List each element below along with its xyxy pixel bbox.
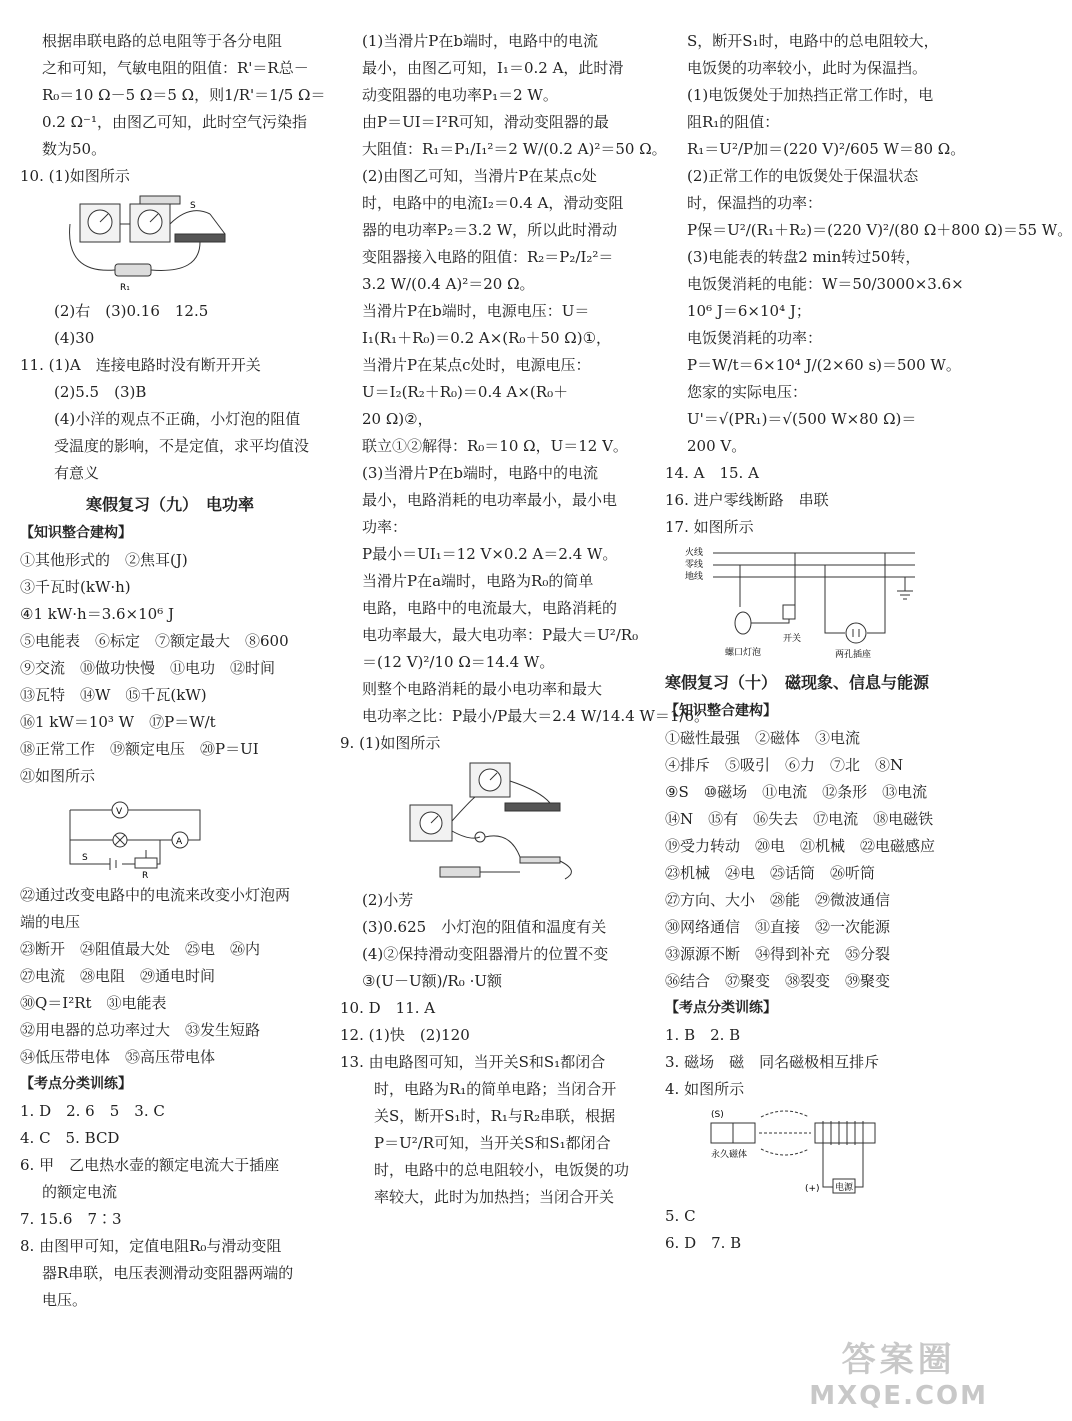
text-line: 电饭煲消耗的功率： (687, 329, 823, 347)
training-header-10: 【考点分类训练】 (665, 1000, 777, 1016)
text-line: R₁＝U²/P加＝(220 V)²/605 W＝80 Ω。 (687, 140, 966, 158)
text-line: 则整个电路消耗的最小电功率和最大 (362, 680, 603, 698)
text-line: 功率： (362, 518, 408, 536)
training-answers-10-part2 (665, 1203, 985, 1257)
figure-house-wiring (685, 545, 985, 665)
text-line: 0.2 Ω⁻¹，由图乙可知，此时空气污染指 (42, 113, 307, 131)
text-line: 5. C (665, 1207, 696, 1225)
text-line: (2)小芳 (362, 891, 414, 909)
plus-label: (+) (805, 1184, 820, 1194)
text-line: 时，电路中的总电阻较小，电饭煲的功 (374, 1161, 630, 1179)
text-line: ㉗电流 ㉘电阻 ㉙通电时间 (20, 967, 216, 985)
text-line: 17. 如图所示 (665, 518, 754, 536)
text-line: 8. 由图甲可知，定值电阻R₀与滑动变阻 (20, 1237, 282, 1255)
text-line: P保＝U²/(R₁＋R₂)＝(220 V)²/(80 Ω＋800 Ω)＝55 W。 (687, 221, 1072, 239)
svg-text:S: S (190, 201, 196, 211)
q10-answers-part2 (20, 298, 320, 352)
column-1 (20, 28, 326, 1314)
knowledge-header-10: 【知识整合建构】 (665, 703, 777, 719)
text-line: 的额定电流 (42, 1183, 118, 1201)
text-line: 最小，由图乙可知，I₁＝0.2 A，此时滑 (362, 59, 624, 77)
text-line: 4. C 5. BCD (20, 1129, 120, 1147)
text-line: 14. A 15. A (665, 464, 759, 482)
text-line: 电压。 (42, 1291, 88, 1309)
text-line: 关S，断开S₁时，R₁与R₂串联，根据 (374, 1107, 616, 1125)
text-line: 6. 甲 乙电热水壶的额定电流大于插座 (20, 1156, 280, 1174)
q10-13-answers (340, 995, 645, 1211)
text-line: 由P＝UI＝I²R可知，滑动变阻器的最 (362, 113, 609, 131)
text-line: 当滑片P在a端时，电路为R₀的简单 (362, 572, 594, 590)
text-line: ⑨S ⑩磁场 ⑪电流 ⑫条形 ⑬电流 (665, 783, 928, 801)
text-line: 6. D 7. B (665, 1234, 742, 1252)
q9-continuation (20, 28, 326, 163)
text-line: ③(U－U额)/R₀ ·U额 (362, 972, 502, 990)
text-line: (2)由图乙可知，当滑片P在某点c处 (362, 167, 597, 185)
text-line: ⑱正常工作 ⑲额定电压 ⑳P＝UI (20, 740, 259, 758)
text-line: ㉓断开 ㉔阻值最大处 ㉕电 ㉖内 (20, 940, 261, 958)
text-line: (3)0.625 小灯泡的阻值和温度有关 (362, 918, 607, 936)
text-line: (2)正常工作的电饭煲处于保温状态 (687, 167, 919, 185)
text-line: 电饭煲消耗的电能：W＝50/3000×3.6× (687, 275, 964, 293)
q9-circuit-drawing (400, 761, 590, 883)
text-line: ⑨交流 ⑩做功快慢 ⑪电功 ⑫时间 (20, 659, 276, 677)
text-line: 器的电功率P₂＝3.2 W，所以此时滑动 (362, 221, 618, 239)
ammeter-label: A (176, 837, 183, 847)
house-wiring-drawing (685, 545, 925, 665)
text-line: 根据串联电路的总电阻等于各分电阻 (42, 32, 283, 50)
text-line: U'＝√(PR₁)＝√(500 W×80 Ω)＝ (687, 410, 917, 428)
training-header-9: 【考点分类训练】 (20, 1076, 132, 1092)
lamp-label: 螺口灯泡 (725, 648, 762, 658)
text-line: 200 V。 (687, 437, 747, 455)
figure-circuit-knowledge (60, 794, 320, 881)
voltmeter-label: V (116, 807, 123, 817)
text-line: (3)当滑片P在b端时，电路中的电流 (362, 464, 598, 482)
text-line: 7. 15.6 7∶3 (20, 1210, 122, 1228)
text-line: U＝I₂(R₂＋R₀)＝0.4 A×(R₀＋ (362, 383, 569, 401)
text-line: ㉞低压带电体 ㉟高压带电体 (20, 1048, 216, 1066)
text-line: 1. B 2. B (665, 1026, 741, 1044)
text-line: 当滑片P在某点c处时，电源电压： (362, 356, 591, 374)
text-line: 之和可知，气敏电阻的阻值：R'＝R总－ (42, 59, 309, 77)
knowledge-list-9b (20, 882, 320, 1071)
text-line: ①磁性最强 ②磁体 ③电流 (665, 729, 861, 747)
live-wire-label: 火线 (685, 548, 704, 558)
watermark-logo (809, 1332, 988, 1411)
text-line: ⑲受力转动 ⑳电 ㉑机械 ㉒电磁感应 (665, 837, 936, 855)
training-answers-9 (20, 1098, 320, 1314)
source-label: 电源 (835, 1183, 854, 1193)
text-line: P＝W/t＝6×10⁴ J/(2×60 s)＝500 W。 (687, 356, 961, 374)
text-line: 电功率之比：P最小/P最大＝2.4 W/14.4 W＝1/6。 (362, 707, 710, 725)
text-line: 3. 磁场 磁 同名磁极相互排斥 (665, 1053, 880, 1071)
text-line: 时，电路中的电流I₂＝0.4 A，滑动变阻 (362, 194, 624, 212)
measurement-circuit-drawing (60, 794, 210, 881)
text-line: 有意义 (54, 464, 100, 482)
text-line: 16. 进户零线断路 串联 (665, 491, 829, 509)
section-title-10: 寒假复习（十） 磁现象、信息与能源 (665, 673, 930, 692)
svg-text:R₁: R₁ (120, 283, 130, 293)
text-line: 联立①②解得：R₀＝10 Ω，U＝12 V。 (362, 437, 628, 455)
text-line: 11. (1)A 连接电路时没有断开开关 (20, 356, 261, 374)
knowledge-list-9a (20, 547, 320, 790)
text-line: 动变阻器的电功率P₁＝2 W。 (362, 86, 558, 104)
text-line: 最小，电路消耗的电功率最小，最小电 (362, 491, 618, 509)
text-line: ㉑如图所示 (20, 767, 96, 785)
text-line: (4)30 (54, 329, 95, 347)
text-line: 时，保温挡的功率： (687, 194, 823, 212)
text-line: (1)电饭煲处于加热挡正常工作时，电 (687, 86, 934, 104)
text-line: ㊱结合 ㊲聚变 ㊳裂变 ㊴聚变 (665, 972, 891, 990)
text-line: 电路，电路中的电流最大，电路消耗的 (362, 599, 618, 617)
watermark-line-2: MXQE.COM (809, 1381, 988, 1411)
text-line: ㉓机械 ㉔电 ㉕话筒 ㉖听筒 (665, 864, 876, 882)
text-line: ③千瓦时(kW·h) (20, 578, 131, 596)
text-line: 13. 由电路图可知，当开关S和S₁都闭合 (340, 1053, 606, 1071)
figure-electromagnet (705, 1107, 985, 1199)
knowledge-header-9: 【知识整合建构】 (20, 525, 132, 541)
text-line: R₀＝10 Ω－5 Ω＝5 Ω，则1/R'＝1/5 Ω＝ (42, 86, 326, 104)
text-line: 12. (1)快 (2)120 (340, 1026, 470, 1044)
q11-answers (20, 352, 320, 487)
watermark-line-1: 答案圈 (841, 1340, 956, 1380)
training-answers-10 (665, 1022, 985, 1103)
q10-answers (20, 163, 320, 190)
rheostat-label: R (142, 871, 149, 881)
text-line: ㉒通过改变电路中的电流来改变小灯泡两 (20, 886, 291, 904)
text-line: ㉜用电器的总功率过大 ㉝发生短路 (20, 1021, 261, 1039)
q10-circuit-drawing (60, 194, 230, 294)
text-line: ⑤电能表 ⑥标定 ⑦额定最大 ⑧600 (20, 632, 289, 650)
text-line: 1. D 2. 6 5 3. C (20, 1102, 165, 1120)
q9-answers (340, 887, 645, 995)
text-line: (3)电能表的转盘2 min转过50转， (687, 248, 921, 266)
text-line: 端的电压 (20, 913, 81, 931)
socket-label: 两孔插座 (835, 650, 872, 660)
text-line: 阻R₁的阻值： (687, 113, 780, 131)
figure-q9-circuit (400, 761, 645, 883)
switch-label: 开关 (783, 634, 802, 644)
magnet-label: 永久磁体 (711, 1150, 748, 1160)
text-line: (2)右 (3)0.16 12.5 (54, 302, 209, 320)
text-line: ⑬瓦特 ⑭W ⑮千瓦(kW) (20, 686, 207, 704)
knowledge-list-10 (665, 725, 985, 995)
text-line: ④排斥 ⑤吸引 ⑥力 ⑦北 ⑧N (665, 756, 904, 774)
text-line: 数为50。 (42, 140, 107, 158)
text-line: 4. 如图所示 (665, 1080, 745, 1098)
text-line: 20 Ω)②， (362, 410, 433, 428)
q14-17-answers (665, 460, 985, 541)
text-line: P＝U²/R可知，当开关S和S₁都闭合 (374, 1134, 611, 1152)
text-line: 您家的实际电压： (687, 383, 808, 401)
column-3 (665, 28, 1072, 1257)
text-line: 10. (1)如图所示 (20, 167, 130, 185)
text-line: (1)当滑片P在b端时，电路中的电流 (362, 32, 598, 50)
text-line: ⑯1 kW＝10³ W ⑰P＝W/t (20, 713, 216, 731)
text-line: 时，电路为R₁的简单电路；当闭合开 (374, 1080, 617, 1098)
switch-label: S (82, 853, 88, 863)
text-line: 3.2 W/(0.4 A)²＝20 Ω。 (362, 275, 535, 293)
text-line: ㉚网络通信 ㉛直接 ㉜一次能源 (665, 918, 891, 936)
figure-q10-circuit (60, 194, 320, 294)
text-line: 当滑片P在b端时，电源电压：U＝ (362, 302, 590, 320)
text-line: 变阻器接入电路的阻值：R₂＝P₂/I₂²＝ (362, 248, 614, 266)
text-line: 电饭煲的功率较小，此时为保温挡。 (687, 59, 928, 77)
neutral-wire-label: 零线 (685, 560, 704, 570)
electromagnet-drawing (705, 1107, 885, 1199)
text-line: ④1 kW·h＝3.6×10⁶ J (20, 605, 174, 623)
south-pole-label: (S) (711, 1110, 724, 1120)
text-line: ㉚Q＝I²Rt ㉛电能表 (20, 994, 167, 1012)
text-line: I₁(R₁＋R₀)＝0.2 A×(R₀＋50 Ω)①， (362, 329, 612, 347)
q9-label: 9. (1)如图所示 (340, 734, 441, 752)
text-line: ＝(12 V)²/10 Ω＝14.4 W。 (362, 653, 555, 671)
q13-solution (665, 28, 1072, 460)
text-line: (4)②保持滑动变阻器滑片的位置不变 (362, 945, 609, 963)
text-line: S，断开S₁时，电路中的总电阻较大， (687, 32, 939, 50)
text-line: ①其他形式的 ②焦耳(J) (20, 551, 188, 569)
text-line: (4)小洋的观点不正确，小灯泡的阻值 (54, 410, 301, 428)
text-line: 10. D 11. A (340, 999, 436, 1017)
text-line: P最小＝UI₁＝12 V×0.2 A＝2.4 W。 (362, 545, 618, 563)
text-line: ⑭N ⑮有 ⑯失去 ⑰电流 ⑱电磁铁 (665, 810, 934, 828)
ground-wire-label: 地线 (685, 572, 704, 582)
section-title-9: 寒假复习（九） 电功率 (85, 495, 254, 514)
text-line: 大阻值：R₁＝P₁/I₁²＝2 W/(0.2 A)²＝50 Ω。 (362, 140, 667, 158)
text-line: (2)5.5 (3)B (54, 383, 147, 401)
text-line: 器R串联，电压表测滑动变阻器两端的 (42, 1264, 294, 1282)
text-line: ㉝源源不断 ㉞得到补充 ㉟分裂 (665, 945, 891, 963)
text-line: ㉗方向、大小 ㉘能 ㉙微波通信 (665, 891, 891, 909)
text-line: 10⁶ J＝6×10⁴ J； (687, 302, 811, 320)
text-line: 电功率最大，最大电功率：P最大＝U²/R₀ (362, 626, 639, 644)
text-line: 率较大，此时为加热挡；当闭合开关 (374, 1188, 615, 1206)
text-line: 受温度的影响，不是定值，求平均值没 (54, 437, 310, 455)
